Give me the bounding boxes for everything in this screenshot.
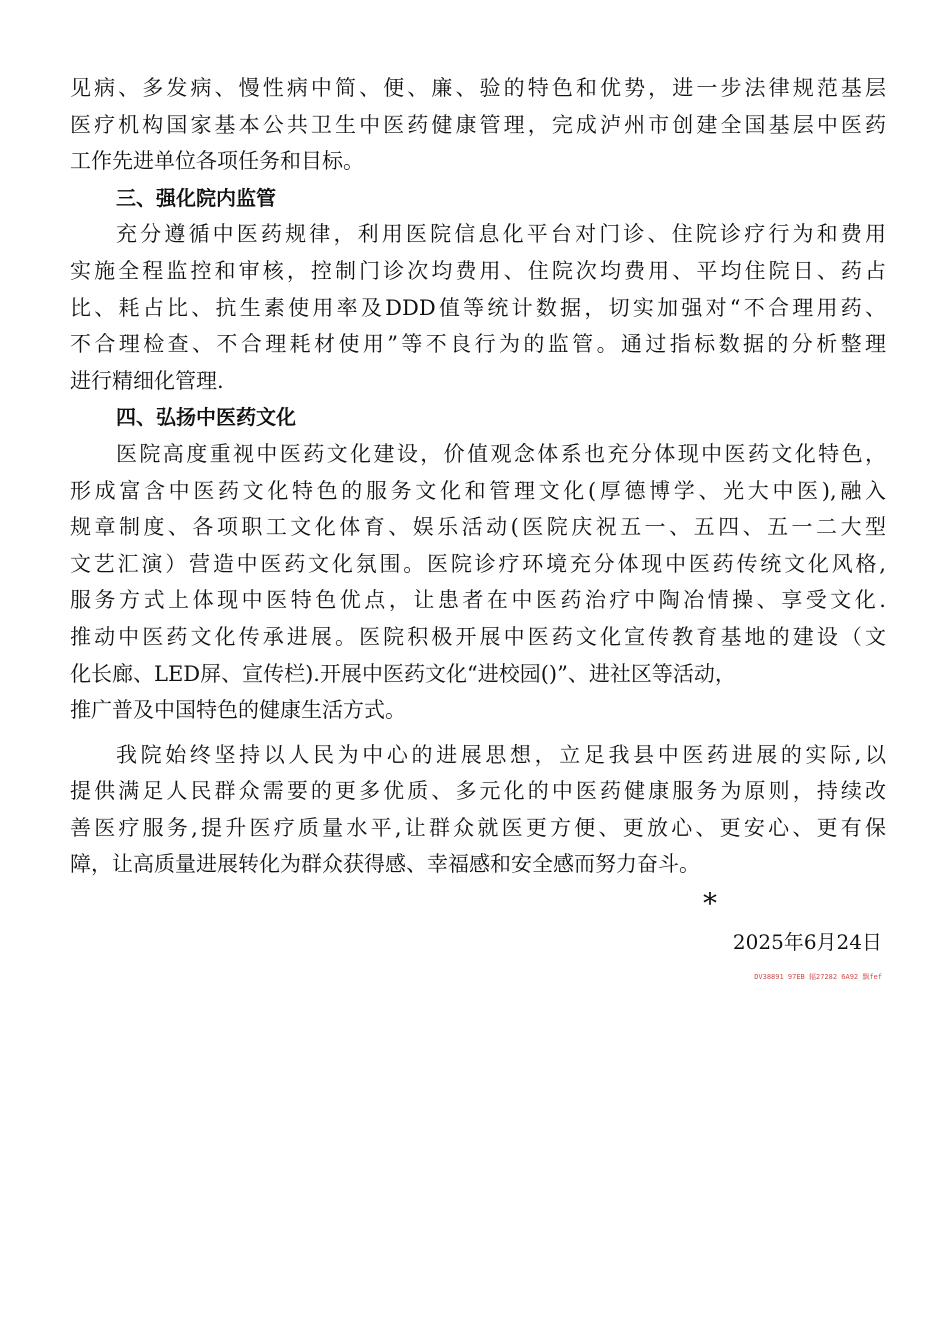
- text-line: 形成富含中医药文化特色的服务文化和管理文化(厚德博学、光大中医),融入: [70, 478, 886, 503]
- text-line: 医院高度重视中医药文化建设，价值观念体系也充分体现中医药文化特色，: [116, 441, 886, 466]
- section-3-paragraph: [70, 216, 886, 399]
- text-line: 工作先进单位各项任务和目标。: [70, 149, 364, 174]
- text-line: 化长廊、LED屏、宣传栏).开展中医药文化“进校园()”、进社区等活动，: [70, 661, 736, 686]
- text-line: 推动中医药文化传承进展。医院积极开展中医药文化宣传教育基地的建设（文: [70, 624, 886, 649]
- text-line: 我院始终坚持以人民为中心的进展思想，立足我县中医药进展的实际,以: [116, 742, 886, 767]
- section-4-paragraph: [70, 436, 886, 729]
- text-line: 善医疗服务,提升医疗质量水平,让群众就医更方便、更放心、更安心、更有保: [70, 815, 886, 840]
- text-line: 医疗机构国家基本公共卫生中医药健康管理，完成泸州市创建全国基层中医药: [70, 112, 886, 137]
- text-line: 比、耗占比、抗生素使用率及DDD值等统计数据，切实加强对“不合理用药、: [70, 295, 886, 320]
- footer-codes: DV38891 97EB 辐27282 6A92 飘fef: [754, 973, 882, 981]
- text-line: 提供满足人民群众需要的更多优质、多元化的中医药健康服务为原则，持续改: [70, 779, 886, 804]
- document-body: [70, 70, 886, 883]
- text-line: 障，让高质量进展转化为群众获得感、幸福感和安全感而努力奋斗。: [70, 852, 700, 877]
- text-line: 充分遵循中医药规律，利用医院信息化平台对门诊、住院诊疗行为和费用: [116, 222, 886, 247]
- text-line: 实施全程监控和审核，控制门诊次均费用、住院次均费用、平均住院日、药占: [70, 258, 886, 283]
- text-line: 进行精细化管理.: [70, 368, 224, 393]
- closing-paragraph: [70, 737, 886, 883]
- signature-mark: *: [703, 887, 717, 920]
- text-line: 服务方式上体现中医特色优点，让患者在中医药治疗中陶冶情操、享受文化.: [70, 588, 886, 613]
- document-date: 2025年6月24日: [732, 930, 882, 954]
- text-line: 文艺汇演）营造中医药文化氛围。医院诊疗环境充分体现中医药传统文化风格,: [70, 551, 886, 576]
- intro-paragraph: [70, 70, 886, 180]
- text-line: 推广普及中国特色的健康生活方式。: [70, 698, 406, 723]
- text-line: 规章制度、各项职工文化体育、娱乐活动(医院庆祝五一、五四、五一二大型: [70, 515, 886, 540]
- section-heading-3: 三、强化院内监管: [116, 185, 276, 210]
- text-line: 见病、多发病、慢性病中简、便、廉、验的特色和优势，进一步法律规范基层: [70, 76, 886, 100]
- section-heading-4: 四、弘扬中医药文化: [116, 405, 296, 430]
- text-line: 不合理检查、不合理耗材使用”等不良行为的监管。通过指标数据的分析整理: [70, 332, 886, 357]
